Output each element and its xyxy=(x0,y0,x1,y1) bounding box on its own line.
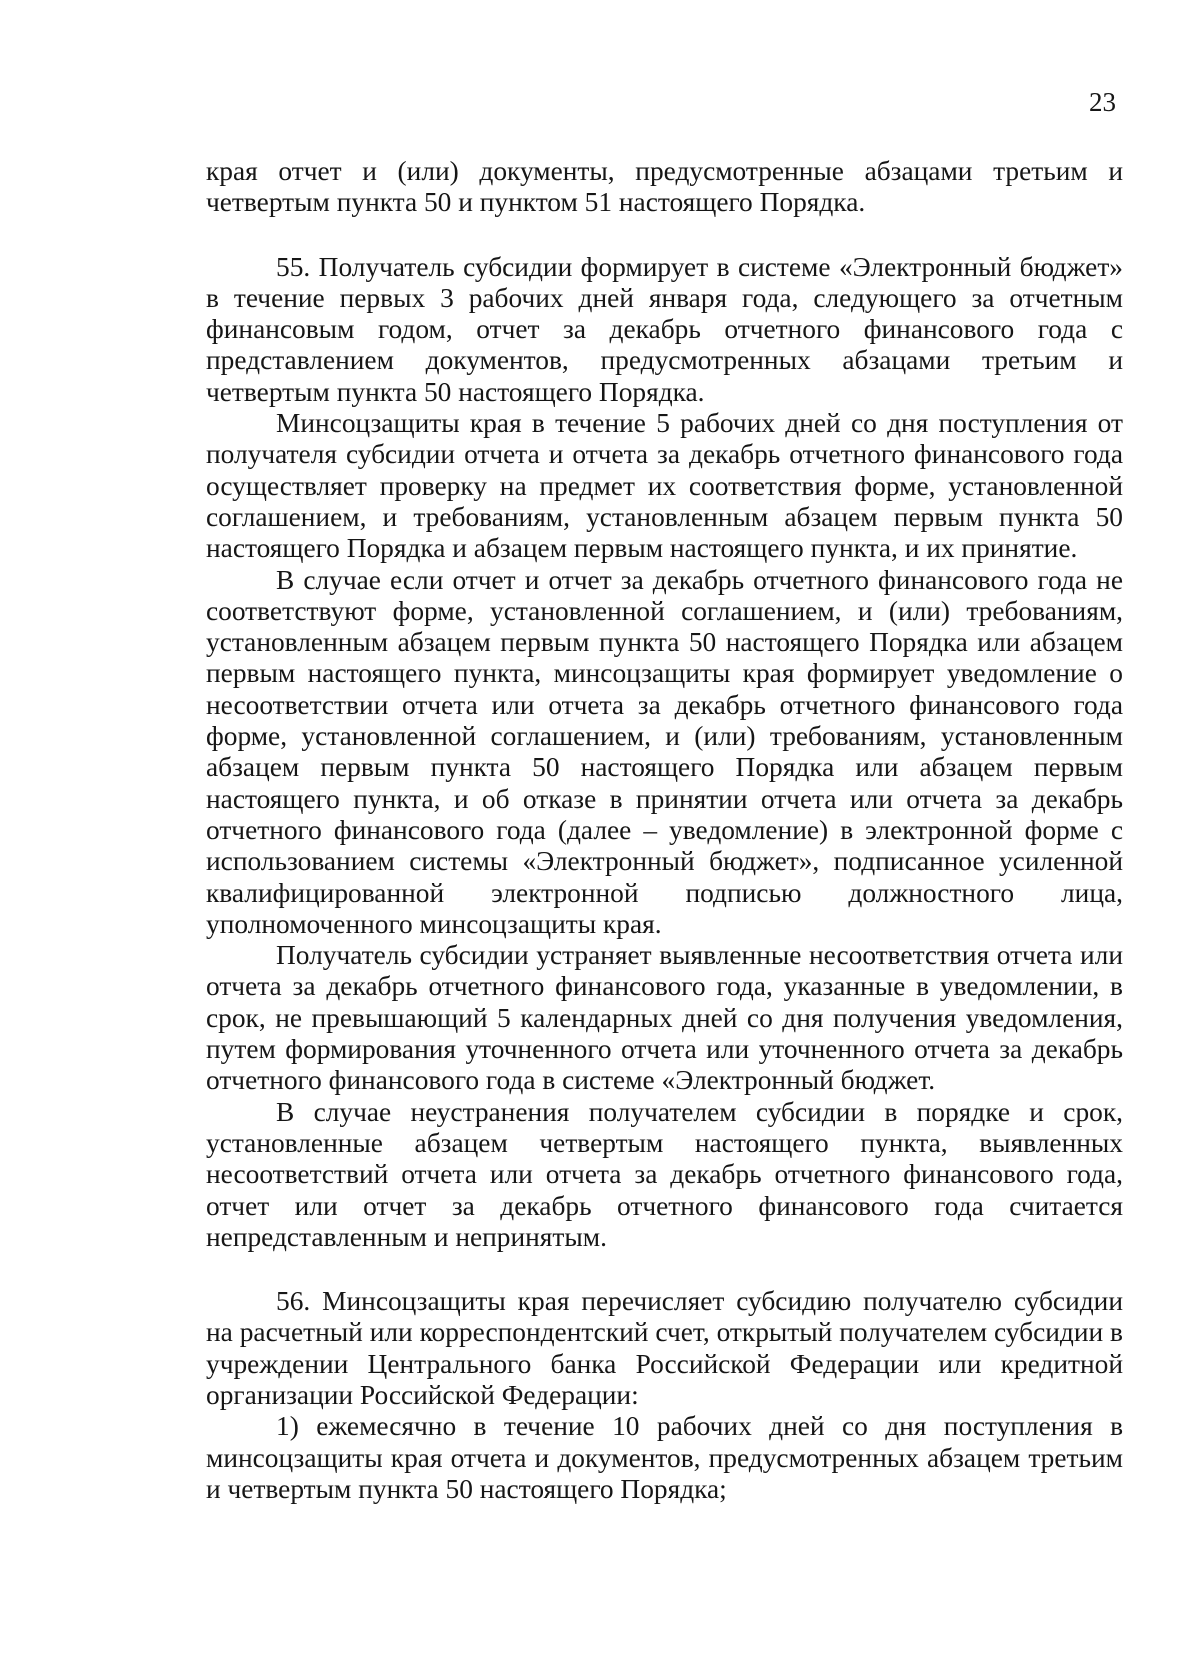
paragraph-item-56: 56. Минсоцзащиты края перечисляет субсидию получателю субсидии на расчетный или корреспондентский счет, открытый получателем субсидии в учреждении Центрального банка Российской Федерации или кредитной организации Российской Федерации: xyxy=(206,1286,1123,1410)
paragraph-verification: Минсоцзащиты края в течение 5 рабочих дней со дня поступления от получателя субсидии отчета и отчета за декабрь отчетного финансового года осуществляет проверку на предмет их соответствия форме, установленной соглашением, и требованиям, установленным абзацем первым пункта 50 настоящего Порядка и абзацем первым настоящего пункта, и их принятие. xyxy=(206,408,1123,564)
paragraph-non-acceptance: В случае неустранения получателем субсидии в порядке и срок, установленные абзацем четвертым настоящего пункта, выявленных несоответствий отчета или отчета за декабрь отчетного финансового года, отчет или отчет за декабрь отчетного финансового года считается непредставленным и непринятым. xyxy=(206,1096,1123,1252)
paragraph-item-55: 55. Получатель субсидии формирует в системе «Электронный бюджет» в течение первых 3 рабочих дней января года, следующего за отчетным финансовым годом, отчет за декабрь отчетного финансового года с представлением документов, предусмотренных абзацами третьим и четвертым пункта 50 настоящего Порядка. xyxy=(206,251,1123,407)
document-body xyxy=(206,156,1123,1505)
paragraph-item-56-1: 1) ежемесячно в течение 10 рабочих дней со дня поступления в минсоцзащиты края отчета и документов, предусмотренных абзацем третьим и четвертым пункта 50 настоящего Порядка; xyxy=(206,1411,1123,1504)
paragraph-continuation: края отчет и (или) документы, предусмотренные абзацами третьим и четвертым пункта 50 и пунктом 51 настоящего Порядка. xyxy=(206,156,1123,218)
page-number: 23 xyxy=(1089,87,1116,117)
paragraph-correction: Получатель субсидии устраняет выявленные несоответствия отчета или отчета за декабрь отчетного финансового года, указанные в уведомлении, в срок, не превышающий 5 календарных дней со дня получения уведомления, путем формирования уточненного отчета или уточненного отчета за декабрь отчетного финансового года в системе «Электронный бюджет. xyxy=(206,940,1123,1096)
paragraph-nonconformity: В случае если отчет и отчет за декабрь отчетного финансового года не соответствуют форме, установленной соглашением, и (или) требованиям, установленным абзацем первым пункта 50 настоящего Порядка или абзацем первым настоящего пункта, минсоцзащиты края формирует уведомление о несоответствии отчета или отчета за декабрь отчетного финансового года форме, установленной соглашением, и (или) требованиям, установленным абзацем первым пункта 50 настоящего Порядка или абзацем первым настоящего пункта, и об отказе в принятии отчета или отчета за декабрь отчетного финансового года (далее – уведомление) в электронной форме с использованием системы «Электронный бюджет», подписанное усиленной квалифицированной электронной подписью должностного лица, уполномоченного минсоцзащиты края. xyxy=(206,564,1123,939)
